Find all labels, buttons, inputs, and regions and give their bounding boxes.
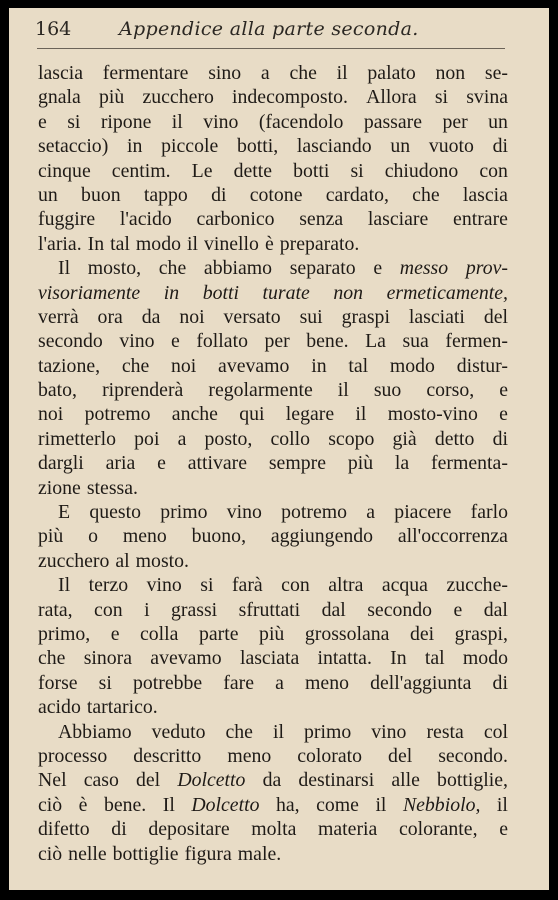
word: vino (203, 110, 239, 133)
word: graspi, (454, 622, 508, 645)
word: del (136, 769, 161, 792)
text-line (38, 305, 508, 329)
word: lascia (38, 62, 84, 84)
word: questo (89, 501, 141, 524)
word: meno (122, 525, 167, 548)
text-line (38, 354, 508, 378)
word: potremo (84, 403, 151, 426)
word: sfruttati (238, 598, 301, 621)
word: tappo (143, 183, 188, 206)
word: forse (38, 671, 78, 694)
word: materia (318, 818, 378, 841)
word: il (272, 720, 284, 743)
word: anche (171, 403, 218, 426)
word: per (264, 330, 290, 353)
word: suo (373, 379, 402, 402)
word: si (350, 159, 364, 182)
word: il (375, 793, 387, 816)
word: fare (223, 671, 255, 694)
word: vino (371, 720, 407, 743)
text-line (38, 85, 508, 109)
word: i (144, 598, 150, 621)
word: messo (399, 257, 449, 280)
word: bene. (103, 793, 147, 816)
word: zione (38, 476, 81, 499)
word: se- (484, 62, 508, 84)
word: poi (134, 427, 160, 450)
word: di (111, 818, 127, 841)
word: a (177, 427, 187, 450)
text-line (38, 256, 508, 280)
word: con (94, 598, 123, 621)
word: bene. (306, 330, 349, 353)
text-line (38, 500, 508, 524)
word: l'acido (119, 208, 172, 231)
word: che (225, 720, 253, 743)
word: ha, (275, 793, 300, 816)
word: mosto, (87, 257, 142, 280)
running-title: Appendice alla parte seconda. (119, 18, 419, 40)
word: (facendolo (258, 110, 344, 133)
word: collo (270, 427, 311, 450)
word: a (275, 671, 284, 694)
word: rimetterlo (38, 427, 116, 450)
word: noi (179, 305, 205, 328)
word: cardato, (325, 183, 389, 206)
word: un (38, 183, 58, 206)
text-line (38, 793, 508, 817)
word: primo, (38, 622, 91, 645)
word: dell'aggiunta (370, 671, 472, 694)
word: tal (424, 647, 445, 670)
text-line (38, 378, 508, 402)
word: farlo (470, 501, 508, 524)
text-line (38, 183, 508, 207)
word: da (262, 769, 282, 792)
word: il (171, 110, 183, 133)
word: ciò (38, 793, 63, 816)
word: primo (160, 501, 208, 524)
word: in (127, 135, 143, 158)
text-line (38, 817, 508, 841)
book-page (9, 8, 549, 890)
word: e (453, 598, 463, 621)
word: il (336, 62, 348, 84)
word: fermen- (445, 330, 508, 353)
word: alle (391, 769, 420, 792)
text-line (38, 427, 508, 451)
word: grossolana (304, 622, 390, 645)
word: vuoto (428, 135, 474, 158)
text-line (38, 61, 508, 85)
text-line (38, 744, 508, 768)
word: tazione, (38, 354, 101, 377)
word: del (483, 305, 508, 328)
word: carbonico (196, 208, 275, 231)
word: sui (299, 305, 323, 328)
word: graspi (341, 305, 390, 328)
word: sua (402, 330, 429, 353)
word: centim. (111, 159, 171, 182)
word: Nel (38, 769, 67, 792)
word: di (211, 183, 227, 206)
word: meno (305, 671, 349, 694)
word: E (58, 501, 71, 524)
word: che (412, 183, 440, 206)
word: qui (239, 403, 265, 426)
word: figura (184, 842, 232, 865)
word: Nebbiolo, (402, 793, 481, 816)
word: sempre (268, 452, 326, 475)
text-line (38, 524, 508, 548)
word: fermentare (102, 62, 189, 84)
word: processo (38, 744, 108, 767)
word: La (365, 330, 386, 353)
word: posto, (204, 427, 253, 450)
word: detto (434, 427, 475, 450)
word: mosto-vino (387, 403, 478, 426)
word: la (394, 452, 410, 475)
word: preparato. (279, 232, 360, 255)
word: turate (262, 281, 310, 304)
word: verrà (38, 305, 79, 328)
word: aria (105, 452, 136, 475)
word: vino (146, 574, 182, 597)
word: dal (321, 598, 346, 621)
word: si (200, 574, 214, 597)
word: tal (110, 232, 130, 255)
word: nelle (68, 842, 107, 865)
word: piccole (161, 135, 219, 158)
word: sinora (83, 647, 133, 670)
word: tartarico. (86, 696, 158, 719)
word: In (87, 232, 105, 255)
word: secondo (367, 598, 433, 621)
text-line (38, 110, 508, 134)
word: gnala (38, 86, 81, 109)
word: di (492, 671, 508, 694)
word: zucche- (446, 574, 508, 597)
word: stessa. (86, 476, 138, 499)
word: separato (289, 257, 356, 280)
page-number: 164 (35, 18, 72, 40)
word: di (492, 427, 508, 450)
word: colorato (297, 744, 363, 767)
word: e (499, 818, 508, 841)
word: abbiamo (203, 257, 273, 280)
word: Abbiamo (58, 720, 132, 743)
word: potrebbe (132, 671, 203, 694)
word: non (333, 281, 364, 304)
word: botti (202, 281, 239, 304)
word: lascia (462, 183, 508, 206)
word: più (259, 622, 285, 645)
word: molta (251, 818, 297, 841)
body-text (38, 61, 508, 866)
word: un (390, 135, 411, 158)
word: si (434, 86, 449, 109)
word: secondo (38, 330, 103, 353)
word: parte (198, 622, 239, 645)
word: caso (83, 769, 119, 792)
text-line (38, 768, 508, 792)
word: senza (299, 208, 344, 231)
word: noi (38, 403, 64, 426)
word: non (435, 62, 466, 84)
word: con (479, 159, 508, 182)
word: modo (135, 232, 181, 255)
word: lasciare (367, 208, 429, 231)
word: palato (367, 62, 416, 84)
word: intatta. (317, 647, 372, 670)
word: setaccio) (38, 135, 109, 158)
text-line (38, 720, 508, 744)
text-line (38, 451, 508, 475)
text-line (38, 695, 508, 719)
word: che (38, 647, 66, 670)
word: bottiglie, (437, 769, 508, 792)
word: un (488, 110, 508, 133)
word: si (98, 671, 112, 694)
word: all'occorrenza (397, 525, 508, 548)
word: farà (231, 574, 263, 597)
word: l'aria. (38, 232, 82, 255)
word: botti (293, 159, 330, 182)
word: Il (58, 257, 71, 280)
word: e (499, 379, 508, 402)
word: buon (81, 183, 121, 206)
word: lasciati (408, 305, 465, 328)
word: rata, (38, 598, 73, 621)
word: da (141, 305, 161, 328)
word: vino (119, 330, 155, 353)
word: scopo (328, 427, 375, 450)
word: zucchero (38, 549, 110, 572)
word: il (186, 232, 198, 255)
word: legare (285, 403, 335, 426)
word: è (264, 232, 274, 255)
word: altra (328, 574, 364, 597)
word: e (157, 452, 166, 475)
text-line (38, 134, 508, 158)
word: che (158, 257, 187, 280)
word: dal (483, 598, 508, 621)
word: il (337, 379, 349, 402)
word: piacere (394, 501, 452, 524)
word: veduto (151, 720, 206, 743)
word: già (392, 427, 417, 450)
word: prov- (465, 257, 508, 280)
word: entrare (453, 208, 508, 231)
word: Dolcetto (191, 793, 260, 816)
word: e (38, 110, 47, 133)
header-rule (37, 48, 505, 49)
text-line (38, 159, 508, 183)
word: ciò (38, 842, 63, 865)
word: vinello (203, 232, 259, 255)
word: vino (226, 501, 262, 524)
word: fuggire (38, 208, 96, 231)
text-line (38, 573, 508, 597)
text-line (38, 842, 508, 866)
word: il (496, 793, 508, 816)
word: visoriamente (38, 281, 141, 304)
word: ora (97, 305, 123, 328)
word: cinque (38, 159, 91, 182)
word: Allora (366, 86, 417, 109)
word: di (492, 135, 508, 158)
word: buono, (191, 525, 247, 548)
word: o (88, 525, 98, 548)
word: a (260, 62, 270, 84)
word: dargli (38, 452, 84, 475)
word: ermeticamente, (386, 281, 508, 304)
word: bottiglie (112, 842, 179, 865)
word: in (163, 281, 180, 304)
word: dette (233, 159, 273, 182)
word: follato (196, 330, 248, 353)
word: sino (208, 62, 242, 84)
word: Le (191, 159, 213, 182)
word: del (388, 744, 413, 767)
word: resta (426, 720, 464, 743)
word: grassi (171, 598, 218, 621)
word: potremo (281, 501, 348, 524)
word: regolarmente (208, 379, 313, 402)
word: Il (162, 793, 175, 816)
text-line (38, 281, 508, 305)
text-line (38, 598, 508, 622)
word: chiudono (384, 159, 459, 182)
text-line (38, 207, 508, 231)
word: è (78, 793, 88, 816)
word: più (38, 525, 64, 548)
word: riprenderà (102, 379, 184, 402)
text-line (38, 671, 508, 695)
word: con (281, 574, 310, 597)
word: noi (171, 354, 197, 377)
word: fermenta- (431, 452, 508, 475)
text-line (38, 402, 508, 426)
word: più (347, 452, 374, 475)
word: bato, (38, 379, 78, 402)
word: cotone (249, 183, 303, 206)
word: mosto. (135, 549, 189, 572)
word: per (442, 110, 468, 133)
word: col (483, 720, 508, 743)
word: acqua (381, 574, 428, 597)
word: avevamo (218, 354, 290, 377)
word: versato (223, 305, 281, 328)
word: secondo. (438, 744, 508, 767)
word: al (115, 549, 130, 572)
word: difetto (38, 818, 90, 841)
word: indecomposto. (232, 86, 348, 109)
word: il (355, 403, 367, 426)
text-line (38, 646, 508, 670)
word: si (67, 110, 81, 133)
word: lasciando (296, 135, 372, 158)
word: colorante, (398, 818, 478, 841)
word: aggiungendo (270, 525, 374, 548)
word: male. (237, 842, 282, 865)
word: distur- (456, 354, 508, 377)
word: come (316, 793, 359, 816)
word: In (390, 647, 407, 670)
word: primo (303, 720, 352, 743)
word: colla (140, 622, 179, 645)
word: e (373, 257, 383, 280)
word: che (121, 354, 150, 377)
word: tal (348, 354, 369, 377)
word: a (366, 501, 376, 524)
word: lasciata (239, 647, 300, 670)
word: ripone (100, 110, 152, 133)
word: e (110, 622, 120, 645)
word: destinarsi (298, 769, 375, 792)
word: terzo (88, 574, 129, 597)
text-line (38, 232, 508, 256)
word: modo (389, 354, 435, 377)
word: che (289, 62, 317, 84)
word: botti, (236, 135, 279, 158)
word: descritto (133, 744, 202, 767)
word: più (99, 86, 125, 109)
word: modo (462, 647, 508, 670)
word: svina (466, 86, 508, 109)
text-line (38, 329, 508, 353)
word: zucchero (142, 86, 214, 109)
word: avevamo (150, 647, 222, 670)
text-line (38, 622, 508, 646)
text-line (38, 476, 508, 500)
word: meno (227, 744, 272, 767)
word: acido (38, 696, 81, 719)
text-line (38, 549, 508, 573)
word: attivare (187, 452, 248, 475)
word: Dolcetto (177, 769, 246, 792)
word: depositare (148, 818, 230, 841)
word: passare (363, 110, 423, 133)
word: e (499, 403, 508, 426)
word: Il (58, 574, 71, 597)
word: e (171, 330, 180, 353)
word: corso, (426, 379, 475, 402)
word: dei (409, 622, 435, 645)
word: in (311, 354, 327, 377)
